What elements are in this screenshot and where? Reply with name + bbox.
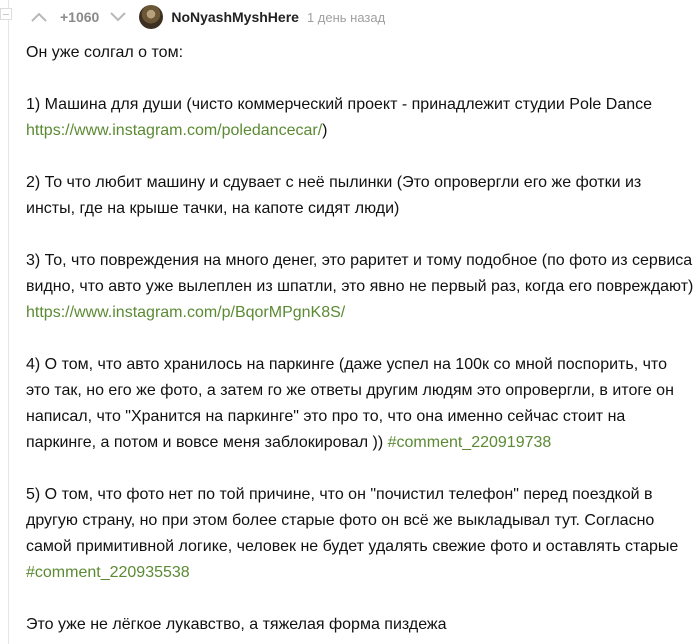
- collapse-toggle-icon[interactable]: [0, 8, 12, 20]
- paragraph-text: 3) То, что повреждения на много денег, это раритет и тому подобное (по фото из сервиса видно, что авто уже вылеплен из шпатли, это явно не первый раз, когда его повреждают): [26, 252, 694, 295]
- comment-paragraph-2: 2) То что любит машину и сдувает с неё пылинки (Это опровергли его же фотки из инсты, где на крыше тачки, на капоте сидят люди): [26, 174, 642, 217]
- paragraph-text: ): [322, 122, 328, 139]
- username-link[interactable]: NoNyashMyshHere: [171, 9, 299, 25]
- instagram-link-poledancecar[interactable]: https://www.instagram.com/poledancecar/: [26, 122, 323, 139]
- instagram-link-post[interactable]: https://www.instagram.com/p/BqorMPgnK8S/: [26, 304, 346, 321]
- comment-paragraph-1: [26, 92, 694, 144]
- comment-paragraph-3: [26, 248, 694, 326]
- comment-header: [28, 4, 385, 30]
- comment-closing: Это уже не лёгкое лукавство, а тяжелая форма пиздежа: [26, 616, 447, 633]
- comment-paragraph-4: [26, 352, 694, 456]
- comment-paragraph-5: [26, 482, 694, 586]
- upvote-arrow-icon[interactable]: [28, 6, 50, 28]
- comment-anchor-link[interactable]: #comment_220935538: [26, 564, 190, 581]
- downvote-arrow-icon[interactable]: [107, 6, 129, 28]
- comment-anchor-link[interactable]: #comment_220919738: [387, 434, 552, 451]
- paragraph-text: 5) О том, что фото нет по той причине, что он "почистил телефон" перед поездкой в другую страну, но при этом более старые фото он всё же выкладывал тут. Согласно самой примитивной логике, человек не будет удалять свежие фото и оставлять старые: [26, 486, 679, 555]
- comment-body: [26, 40, 694, 638]
- comment-rating: +1060: [60, 9, 100, 25]
- paragraph-text: 1) Машина для души (чисто коммерческий проект - принадлежит студии Pole Dance: [26, 96, 653, 113]
- comment-date[interactable]: 1 день назад: [306, 9, 386, 25]
- paragraph-text: 4) О том, что авто хранилось на паркинге (даже успел на 100к со мной поспорить, что это так, но его же фото, а затем го же ответы другим людям это опровергли, в итоге он написал, что "Хранится на паркинге" это про то, что она именно сейчас стоит на паркинге, а потом и вовсе меня заблокировал )): [26, 356, 674, 451]
- comment-intro: Он уже солгал о том:: [26, 44, 184, 61]
- avatar[interactable]: [139, 5, 163, 29]
- comment-thread-line: [8, 0, 9, 644]
